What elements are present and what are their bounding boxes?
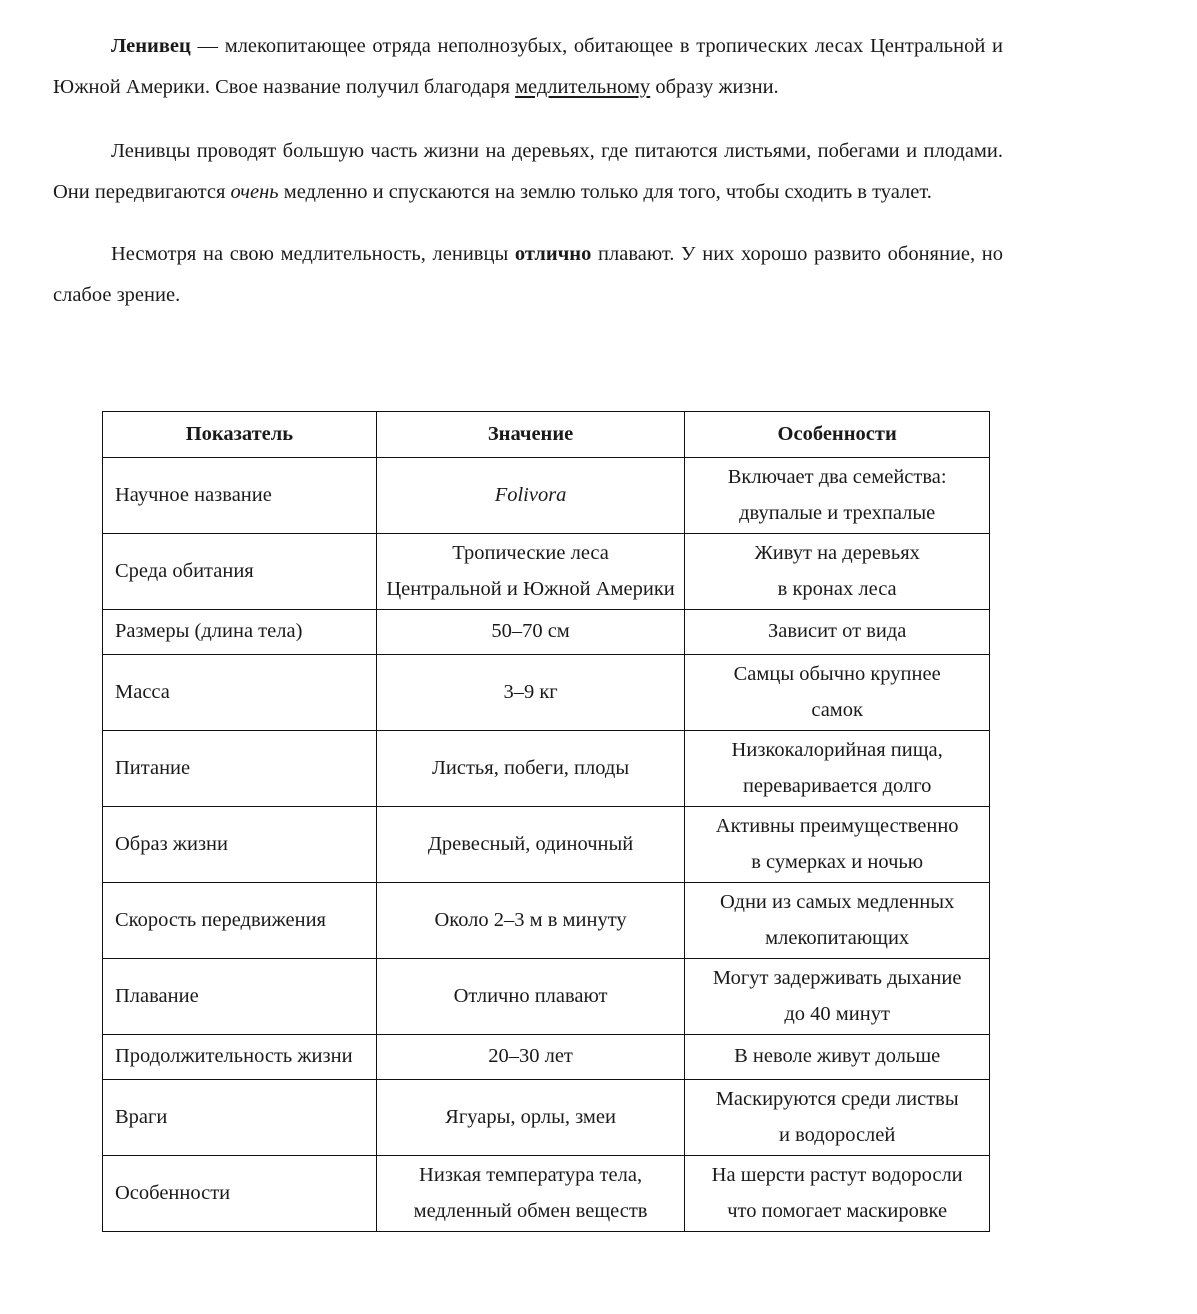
cell-value: Ягуары, орлы, змеи (376, 1080, 685, 1156)
cell-features (685, 458, 990, 534)
table-row (103, 731, 990, 807)
facts-table (102, 411, 990, 1232)
cell-indicator: Размеры (длина тела) (103, 610, 377, 655)
cell-indicator: Плавание (103, 959, 377, 1035)
cell-line: двупалые и трехпалые (739, 501, 936, 524)
cell-line: в сумерках и ночью (751, 850, 924, 873)
table-row (103, 1156, 990, 1232)
cell-line: На шерсти растут водоросли (711, 1164, 963, 1186)
swimming-text-a: Несмотря на свою медлительность, ленивцы (111, 243, 515, 265)
cell-indicator: Скорость передвижения (103, 883, 377, 959)
cell-indicator: Научное название (103, 458, 377, 534)
table-row (103, 1035, 990, 1080)
cell-value: Древесный, одиночный (376, 807, 685, 883)
cell-indicator: Образ жизни (103, 807, 377, 883)
swimming-text-b: плавают. У них хорошо развито обоняние, но слабое зрение. (53, 243, 1004, 306)
cell-indicator: Масса (103, 655, 377, 731)
cell-line: Маскируются среди листвы (715, 1088, 959, 1110)
cell-features (685, 883, 990, 959)
underlined-word: медлительному (515, 75, 651, 98)
cell-line: Активны преимущественно (715, 815, 959, 837)
cell-line: Живут на деревьях (754, 542, 920, 564)
table-header-row (103, 412, 990, 458)
cell-features (685, 534, 990, 610)
cell-features (685, 807, 990, 883)
paragraph-intro (53, 26, 1003, 107)
cell-features (685, 1080, 990, 1156)
cell-line: самок (811, 698, 863, 721)
cell-line: медленный обмен веществ (413, 1199, 648, 1222)
table-row (103, 655, 990, 731)
cell-indicator: Продолжительность жизни (103, 1035, 377, 1080)
cell-indicator: Питание (103, 731, 377, 807)
table-body (103, 458, 990, 1232)
cell-line: Тропические леса (452, 542, 609, 564)
header-value: Значение (376, 412, 685, 458)
table-row (103, 458, 990, 534)
cell-line: Низкая температура тела, (419, 1164, 643, 1186)
paragraph-habitat (53, 131, 1003, 212)
table-row (103, 807, 990, 883)
cell-line: Низкокалорийная пища, (731, 739, 943, 761)
cell-features: В неволе живут дольше (685, 1035, 990, 1080)
table-row (103, 1080, 990, 1156)
cell-line: Включает два семейства: (727, 466, 947, 488)
cell-line: переваривается долго (742, 774, 932, 797)
cell-line: в кронах леса (777, 577, 897, 600)
cell-indicator: Враги (103, 1080, 377, 1156)
cell-line: до 40 минут (784, 1002, 890, 1025)
italic-word: очень (230, 180, 279, 203)
cell-features: Зависит от вида (685, 610, 990, 655)
table-row (103, 883, 990, 959)
cell-features (685, 1156, 990, 1232)
cell-line: Центральной и Южной Америки (386, 577, 675, 600)
paragraph-swimming (53, 234, 1003, 315)
table-row (103, 610, 990, 655)
cell-features (685, 731, 990, 807)
cell-value: Отлично плавают (376, 959, 685, 1035)
table-row (103, 534, 990, 610)
header-indicator: Показатель (103, 412, 377, 458)
text-body (53, 26, 1003, 315)
cell-line: и водорослей (778, 1123, 896, 1146)
habitat-text-b: медленно и спускаются на землю только для того, чтобы сходить в туалет. (278, 180, 932, 203)
cell-value: 50–70 см (376, 610, 685, 655)
cell-line: млекопитающих (765, 926, 910, 949)
bold-word: отлично (514, 243, 592, 265)
intro-text-b: образу жизни. (650, 75, 779, 98)
cell-line: что помогает маскировке (727, 1199, 948, 1222)
cell-line: Самцы обычно крупнее (733, 663, 941, 685)
cell-features (685, 655, 990, 731)
intro-text-a: — млекопитающее отряда неполнозубых, обитающее в тропических лесах Центральной и Южной Америки. Свое название получил благодаря (53, 35, 1003, 98)
cell-value: 20–30 лет (376, 1035, 685, 1080)
header-features: Особенности (685, 412, 990, 458)
cell-value: Листья, побеги, плоды (376, 731, 685, 807)
habitat-text-a: Ленивцы проводят большую часть жизни на деревьях, где питаются листьями, побегами и плодами. Они передвигаются (53, 140, 1003, 203)
cell-value (376, 534, 685, 610)
cell-indicator: Среда обитания (103, 534, 377, 610)
term-sloth: Ленивец (111, 35, 191, 57)
cell-line: Одни из самых медленных (720, 891, 955, 913)
cell-value (376, 1156, 685, 1232)
cell-value: Folivora (376, 458, 685, 534)
cell-indicator: Особенности (103, 1156, 377, 1232)
cell-value: 3–9 кг (376, 655, 685, 731)
cell-line: Могут задерживать дыхание (712, 967, 962, 989)
cell-value: Около 2–3 м в минуту (376, 883, 685, 959)
cell-features (685, 959, 990, 1035)
table-row (103, 959, 990, 1035)
